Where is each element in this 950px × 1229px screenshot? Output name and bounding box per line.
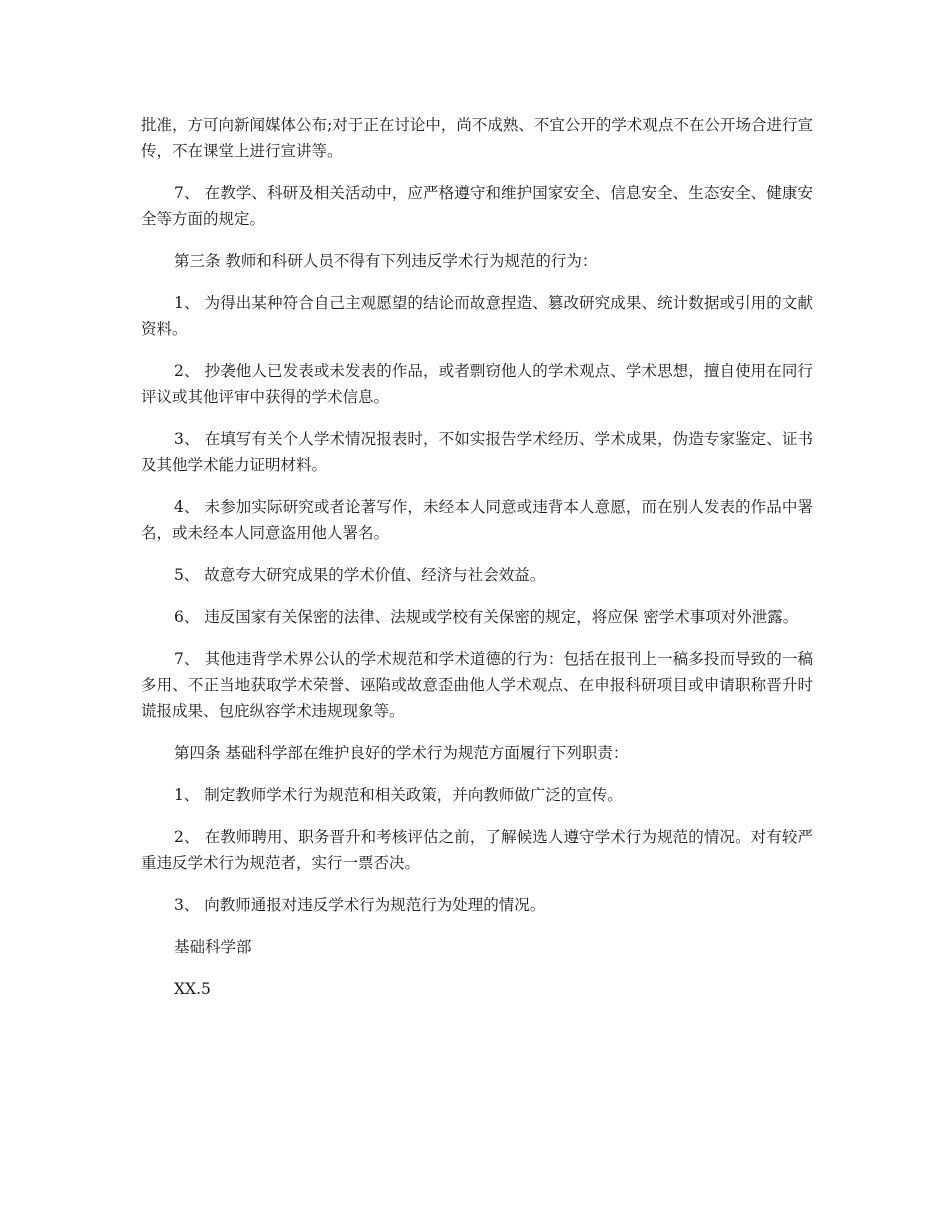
article-4-heading: 第四条 基础科学部在维护良好的学术行为规范方面履行下列职责： [174, 744, 629, 762]
article-3-item-3: 3、 在填写有关个人学术情况报表时，不如实报告学术经历、学术成果，伪造专家鉴定、证书及其他学术能力证明材料。 [141, 430, 813, 474]
article-4-item-2: 2、 在教师聘用、职务晋升和考核评估之前，了解候选人遵守学术行为规范的情况。对有较严重违反学术行为规范者，实行一票否决。 [141, 828, 813, 872]
paragraph-item-7-safety: 7、 在教学、科研及相关活动中，应严格遵守和维护国家安全、信息安全、生态安全、健康安全等方面的规定。 [141, 184, 813, 228]
article-3-item-5: 5、 故意夸大研究成果的学术价值、经济与社会效益。 [174, 566, 546, 584]
signature-date: XX.5 [174, 980, 211, 998]
article-4-item-3: 3、 向教师通报对违反学术行为规范行为处理的情况。 [174, 896, 546, 914]
article-3-item-4: 4、 未参加实际研究或者论著写作，未经本人同意或违背本人意愿，而在别人发表的作品中署名，或未经本人同意盗用他人署名。 [141, 498, 813, 542]
document-body [141, 112, 813, 1018]
article-3-item-2: 2、 抄袭他人已发表或未发表的作品，或者剽窃他人的学术观点、学术思想，擅自使用在同行评议或其他评审中获得的学术信息。 [141, 362, 813, 406]
article-3-item-7: 7、 其他违背学术界公认的学术规范和学术道德的行为：包括在报刊上一稿多投而导致的一稿多用、不正当地获取学术荣誉、诬陷或故意歪曲他人学术观点、在申报科研项目或申请职称晋升时谎报成果、包庇纵容学术违规现象等。 [141, 650, 813, 720]
article-3-item-6: 6、 违反国家有关保密的法律、法规或学校有关保密的规定，将应保 密学术事项对外泄露。 [174, 608, 799, 626]
paragraph-continuation: 批准，方可向新闻媒体公布;对于正在讨论中，尚不成熟、不宜公开的学术观点不在公开场合进行宣传，不在课堂上进行宣讲等。 [141, 116, 813, 160]
signature-department: 基础科学部 [174, 938, 252, 956]
article-4-item-1: 1、 制定教师学术行为规范和相关政策，并向教师做广泛的宣传。 [174, 786, 623, 804]
article-3-heading: 第三条 教师和科研人员不得有下列违反学术行为规范的行为： [174, 252, 598, 270]
article-3-item-1: 1、 为得出某种符合自己主观愿望的结论而故意捏造、篡改研究成果、统计数据或引用的文献资料。 [141, 294, 813, 338]
